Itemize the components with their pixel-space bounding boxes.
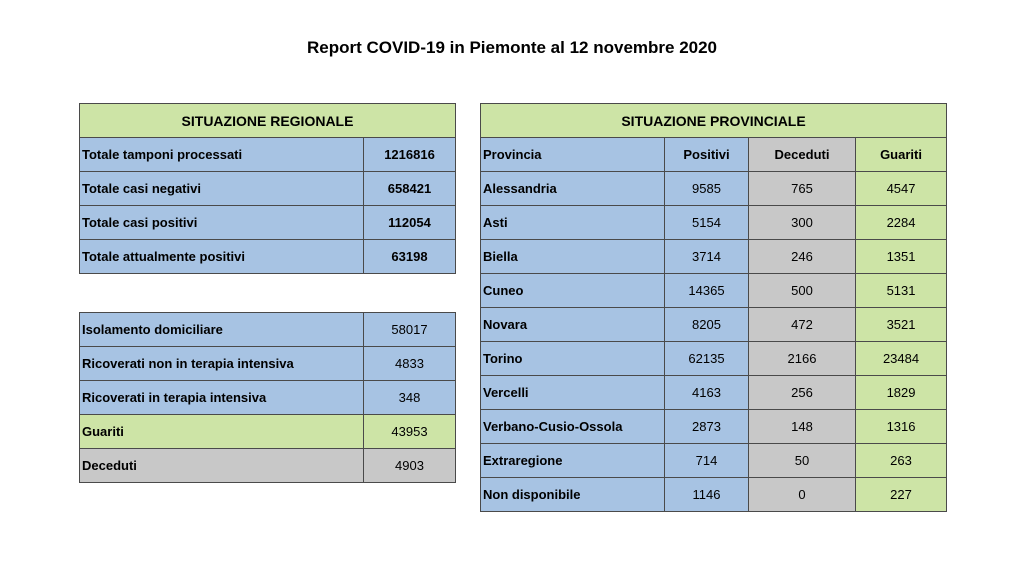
- deceduti-cell: 300: [749, 206, 856, 240]
- table-row: [80, 172, 456, 206]
- column-header: Deceduti: [749, 138, 856, 172]
- deceduti-cell: 50: [749, 444, 856, 478]
- row-label: Totale casi positivi: [80, 206, 364, 240]
- table-row: [80, 381, 456, 415]
- deceduti-cell: 500: [749, 274, 856, 308]
- table-row: [80, 206, 456, 240]
- table-row: [481, 478, 947, 512]
- provincia-cell: Verbano-Cusio-Ossola: [481, 410, 665, 444]
- guariti-cell: 263: [856, 444, 947, 478]
- table-row: [481, 342, 947, 376]
- table-row: [481, 274, 947, 308]
- provincia-cell: Asti: [481, 206, 665, 240]
- guariti-cell: 23484: [856, 342, 947, 376]
- guariti-cell: 5131: [856, 274, 947, 308]
- provincia-cell: Alessandria: [481, 172, 665, 206]
- table-row: [80, 415, 456, 449]
- row-label: Ricoverati in terapia intensiva: [80, 381, 364, 415]
- provincia-cell: Cuneo: [481, 274, 665, 308]
- guariti-cell: 1316: [856, 410, 947, 444]
- positivi-cell: 5154: [665, 206, 749, 240]
- table-row: [80, 138, 456, 172]
- guariti-cell: 2284: [856, 206, 947, 240]
- row-value: 4833: [364, 347, 456, 381]
- row-value: 4903: [364, 449, 456, 483]
- row-label: Totale casi negativi: [80, 172, 364, 206]
- deceduti-cell: 0: [749, 478, 856, 512]
- row-value: 63198: [364, 240, 456, 274]
- deceduti-cell: 472: [749, 308, 856, 342]
- provincial-table: [480, 103, 947, 512]
- row-value: 658421: [364, 172, 456, 206]
- regional-header: SITUAZIONE REGIONALE: [80, 104, 456, 138]
- positivi-cell: 714: [665, 444, 749, 478]
- positivi-cell: 9585: [665, 172, 749, 206]
- page-title: Report COVID-19 in Piemonte al 12 novembre 2020: [306, 38, 718, 57]
- provincia-cell: Biella: [481, 240, 665, 274]
- deceduti-cell: 765: [749, 172, 856, 206]
- table-row: [80, 313, 456, 347]
- column-header: Provincia: [481, 138, 665, 172]
- positivi-cell: 1146: [665, 478, 749, 512]
- row-label: Totale tamponi processati: [80, 138, 364, 172]
- table-row: [481, 172, 947, 206]
- row-value: 348: [364, 381, 456, 415]
- row-label: Isolamento domiciliare: [80, 313, 364, 347]
- table-row: [481, 240, 947, 274]
- provincia-cell: Non disponibile: [481, 478, 665, 512]
- table-row: [481, 376, 947, 410]
- positivi-cell: 4163: [665, 376, 749, 410]
- table-row: [481, 104, 947, 138]
- column-header: Positivi: [665, 138, 749, 172]
- row-value: 112054: [364, 206, 456, 240]
- table-row: [80, 347, 456, 381]
- detail-table: [79, 312, 456, 483]
- row-label: Deceduti: [80, 449, 364, 483]
- guariti-cell: 3521: [856, 308, 947, 342]
- column-header: Guariti: [856, 138, 947, 172]
- positivi-cell: 14365: [665, 274, 749, 308]
- row-label: Totale attualmente positivi: [80, 240, 364, 274]
- provincia-cell: Novara: [481, 308, 665, 342]
- row-value: 43953: [364, 415, 456, 449]
- table-row: [80, 104, 456, 138]
- provincia-cell: Extraregione: [481, 444, 665, 478]
- table-row: [481, 444, 947, 478]
- row-label: Guariti: [80, 415, 364, 449]
- deceduti-cell: 2166: [749, 342, 856, 376]
- regional-table: [79, 103, 456, 274]
- positivi-cell: 62135: [665, 342, 749, 376]
- guariti-cell: 1829: [856, 376, 947, 410]
- positivi-cell: 3714: [665, 240, 749, 274]
- guariti-cell: 227: [856, 478, 947, 512]
- provincial-header: SITUAZIONE PROVINCIALE: [481, 104, 947, 138]
- deceduti-cell: 256: [749, 376, 856, 410]
- table-row: [481, 206, 947, 240]
- table-row: [80, 449, 456, 483]
- row-value: 58017: [364, 313, 456, 347]
- table-header-row: [481, 138, 947, 172]
- row-value: 1216816: [364, 138, 456, 172]
- table-row: [481, 308, 947, 342]
- row-label: Ricoverati non in terapia intensiva: [80, 347, 364, 381]
- positivi-cell: 8205: [665, 308, 749, 342]
- table-row: [481, 410, 947, 444]
- deceduti-cell: 148: [749, 410, 856, 444]
- provincia-cell: Vercelli: [481, 376, 665, 410]
- positivi-cell: 2873: [665, 410, 749, 444]
- guariti-cell: 4547: [856, 172, 947, 206]
- guariti-cell: 1351: [856, 240, 947, 274]
- table-row: [80, 240, 456, 274]
- provincia-cell: Torino: [481, 342, 665, 376]
- deceduti-cell: 246: [749, 240, 856, 274]
